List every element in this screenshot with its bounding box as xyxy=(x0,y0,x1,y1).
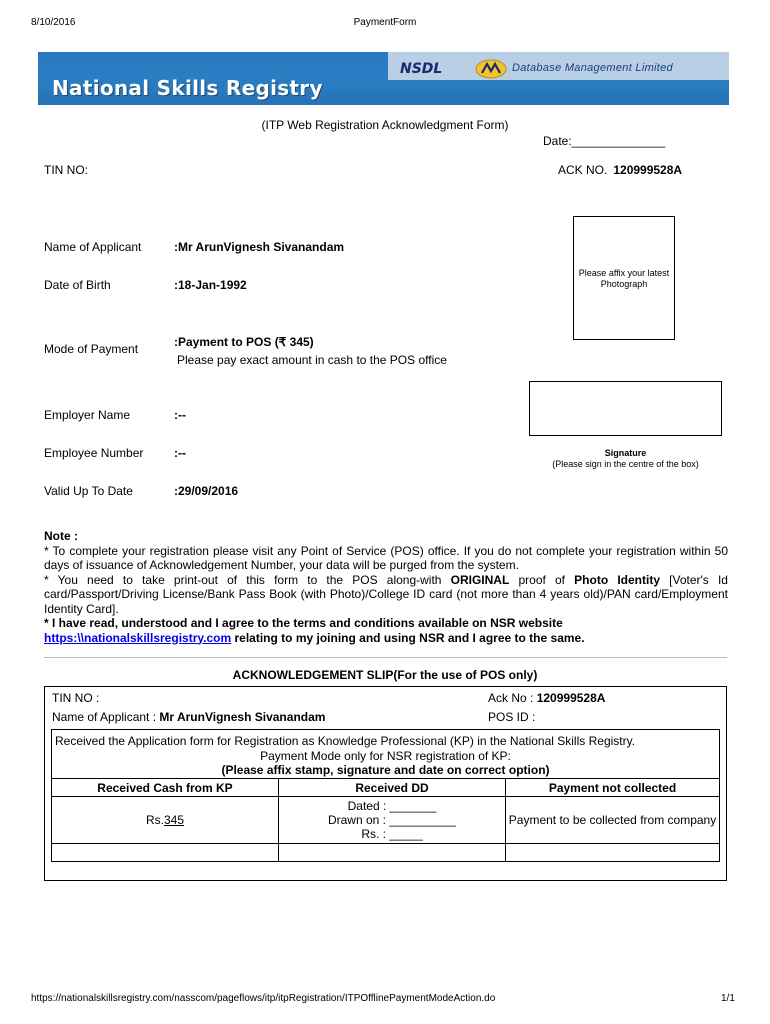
signature-title: Signature xyxy=(604,448,647,458)
page-number: 1/1 xyxy=(721,993,735,1004)
dd-rs: Rs. : _____ xyxy=(361,827,423,841)
note-2 xyxy=(44,573,728,617)
empty-cell-3 xyxy=(506,844,720,862)
ack-value: 120999528A xyxy=(613,163,683,177)
note-3-text-a: * I have read, understood and I agree to the terms and conditions available on NSR website xyxy=(44,616,563,630)
payment-table-row xyxy=(52,797,720,844)
dob-label: Date of Birth xyxy=(44,278,111,292)
cash-cell xyxy=(52,797,279,844)
cash-prefix: Rs. xyxy=(145,813,164,827)
empno-label: Employee Number xyxy=(44,446,144,460)
form-heading: (ITP Web Registration Acknowledgment Form) xyxy=(261,118,509,132)
slip-received-line: Received the Application form for Registration as Knowledge Professional (KP) in the National Skills Registry. xyxy=(55,734,636,748)
note-2-text-a: * You need to take print-out of this form to the POS along-with xyxy=(44,572,451,587)
slip-name xyxy=(52,710,325,724)
note-2-text-e: [Voter's Id card/Passport/Driving License/Bank Pass Book (with Photo)/College ID card (not more than 4 years old)/PAN card/Employment Identity Card]. xyxy=(44,572,728,616)
photo-instruction: Please affix your latest Photograph xyxy=(578,268,670,289)
employer-value: :-- xyxy=(174,408,186,422)
slip-pos-label: POS ID : xyxy=(488,710,536,724)
note-3-text-b: relating to my joining and using NSR and I agree to the same. xyxy=(231,630,585,645)
note-2-original: ORIGINAL xyxy=(450,572,510,587)
notes-section xyxy=(44,529,728,645)
slip-ack xyxy=(488,691,605,705)
ack-label: ACK NO. xyxy=(558,163,608,177)
print-url: https://nationalskillsregistry.com/nasscom/pageflows/itp/itpRegistration/ITPOfflinePaymentModeAction.do xyxy=(31,993,496,1004)
payment-table-empty-row xyxy=(52,844,720,862)
note-2-text-c: proof of xyxy=(509,572,575,587)
slip-mode-line: Payment Mode only for NSR registration of KP: xyxy=(260,749,511,763)
slip-ack-value: 120999528A xyxy=(536,691,606,705)
slip-name-label: Name of Applicant : xyxy=(52,710,157,724)
empty-cell-1 xyxy=(52,844,279,862)
nsr-website-link[interactable]: https:\\nationalskillsregistry.com xyxy=(44,630,232,645)
signature-note: (Please sign in the centre of the box) xyxy=(552,459,699,469)
mode-value: :Payment to POS (₹ 345) xyxy=(174,335,314,349)
empno-value: :-- xyxy=(174,446,186,460)
employer-label: Employer Name xyxy=(44,408,131,422)
payment-table xyxy=(51,778,720,862)
mode-note: Please pay exact amount in cash to the POS office xyxy=(177,353,447,367)
dob-value: :18-Jan-1992 xyxy=(174,278,247,292)
dd-dated: Dated : _______ xyxy=(347,799,437,813)
date-line: Date:______________ xyxy=(543,134,666,148)
payment-table-header xyxy=(52,779,720,797)
col-notcollected-header: Payment not collected xyxy=(506,779,720,797)
note-3 xyxy=(44,616,728,645)
slip-ack-label: Ack No : xyxy=(488,691,534,705)
print-title: PaymentForm xyxy=(353,17,417,28)
nsdl-logo-text: NSDL xyxy=(400,61,443,77)
slip-tin-label: TIN NO : xyxy=(52,691,100,705)
note-2-photo-identity: Photo Identity xyxy=(574,572,660,587)
signature-box xyxy=(529,381,722,436)
nsr-banner xyxy=(38,52,729,105)
dd-cell xyxy=(279,797,506,844)
ack-number xyxy=(558,163,682,177)
nsdl-logo-icon xyxy=(474,58,508,80)
banner-title: National Skills Registry xyxy=(52,76,323,100)
notes-title: Note : xyxy=(44,529,78,543)
tin-label: TIN NO: xyxy=(44,163,88,177)
slip-stamp-line: (Please affix stamp, signature and date on correct option) xyxy=(221,763,550,777)
mode-label: Mode of Payment xyxy=(44,342,139,356)
col-cash-header: Received Cash from KP xyxy=(52,779,279,797)
dd-drawn-on: Drawn on : __________ xyxy=(327,813,457,827)
not-collected-cell: Payment to be collected from company xyxy=(506,797,720,844)
section-divider xyxy=(44,657,727,658)
cash-amount: 345 xyxy=(163,813,185,827)
empty-cell-2 xyxy=(279,844,506,862)
print-date: 8/10/2016 xyxy=(31,17,76,28)
name-label: Name of Applicant xyxy=(44,240,142,254)
slip-name-value: Mr ArunVignesh Sivanandam xyxy=(159,710,326,724)
name-value: :Mr ArunVignesh Sivanandam xyxy=(174,240,345,254)
valid-label: Valid Up To Date xyxy=(44,484,133,498)
valid-value: :29/09/2016 xyxy=(174,484,239,498)
banner-subtitle: Database Management Limited xyxy=(512,62,673,74)
note-1: * To complete your registration please visit any Point of Service (POS) office. If you do not complete your registration within 50 days of issuance of Acknowledgement Number, your data will be purged from the system. xyxy=(44,543,728,572)
slip-title: ACKNOWLEDGEMENT SLIP(For the use of POS only) xyxy=(232,668,538,682)
col-dd-header: Received DD xyxy=(279,779,506,797)
